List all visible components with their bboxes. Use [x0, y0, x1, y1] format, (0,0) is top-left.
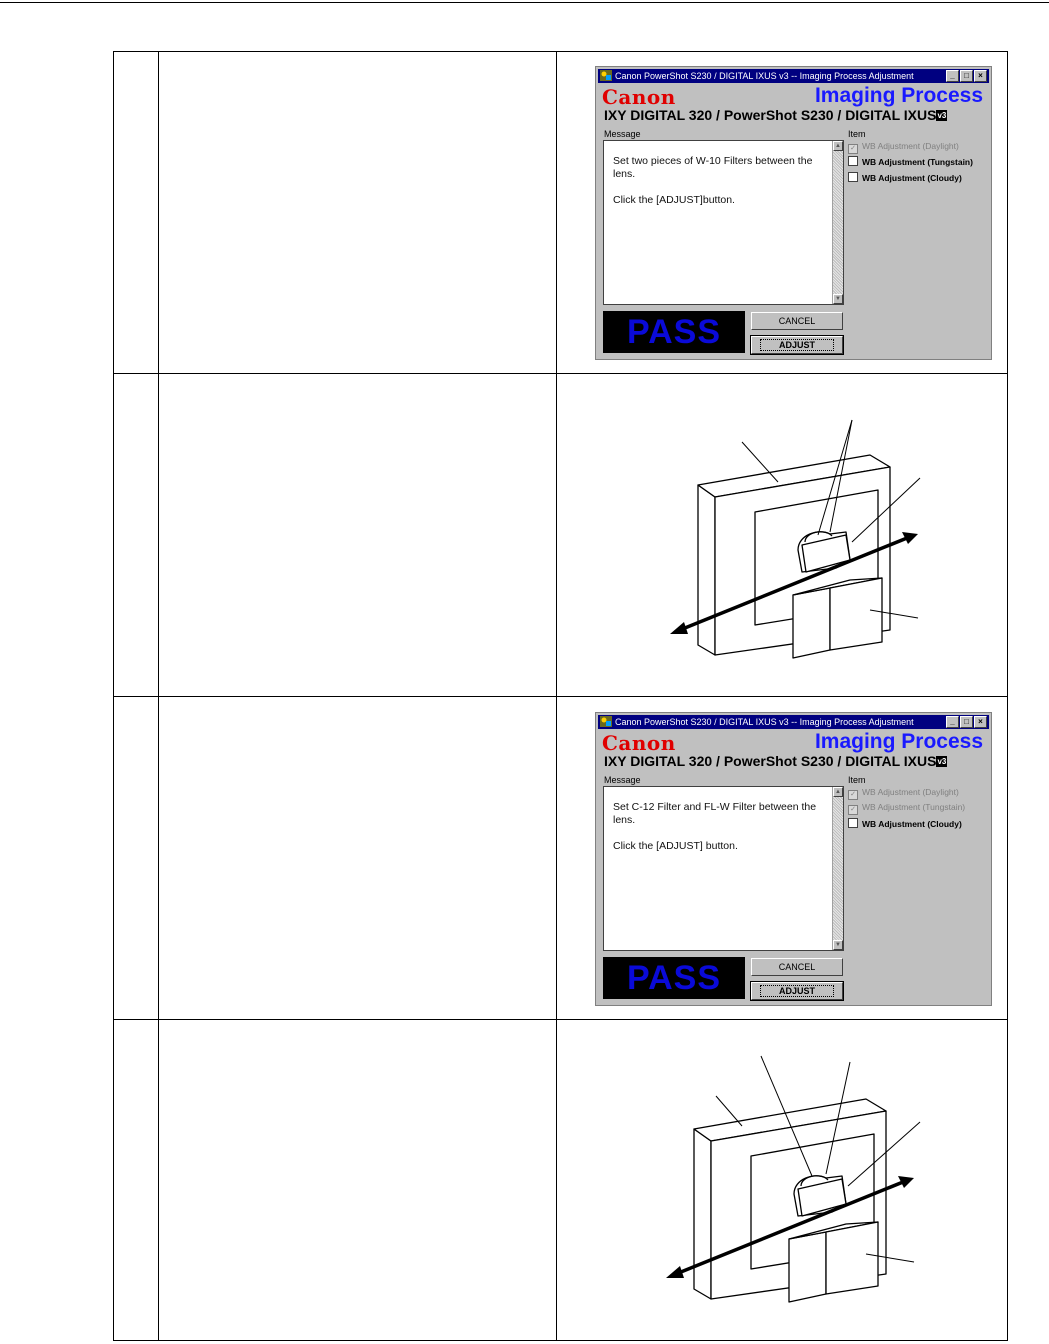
top-rule: [0, 2, 1049, 3]
close-button[interactable]: ×: [974, 70, 987, 82]
window-titlebar: [598, 69, 989, 83]
message-scrollbar[interactable]: [832, 141, 843, 304]
row-divider-1: [114, 373, 1007, 374]
adjust-button[interactable]: ADJUST: [751, 336, 843, 354]
status-display: PASS: [603, 957, 745, 999]
message-box[interactable]: [603, 140, 844, 305]
item-wb-tungstain[interactable]: WB Adjustment (Tungstain): [848, 156, 973, 167]
row-divider-2: [114, 696, 1007, 697]
item-label: Item: [848, 129, 866, 139]
maximize-button[interactable]: □: [960, 716, 973, 728]
scroll-down-icon[interactable]: ▼: [833, 940, 843, 950]
message-label: Message: [604, 775, 641, 785]
model-name: IXY DIGITAL 320 / PowerShot S230 / DIGITAL IXUSv3: [604, 107, 947, 123]
maximize-button[interactable]: □: [960, 70, 973, 82]
message-text: Set two pieces of W-10 Filters between the lens. Click the [ADJUST]button.: [613, 155, 813, 206]
scroll-up-icon[interactable]: ▲: [833, 787, 843, 797]
row-divider-3: [114, 1019, 1007, 1020]
app-icon: [600, 70, 612, 81]
app-icon: [600, 716, 612, 727]
item-wb-cloudy[interactable]: WB Adjustment (Cloudy): [848, 172, 962, 183]
status-display: PASS: [603, 311, 745, 353]
canon-logo: Canon: [602, 85, 676, 109]
checkbox-icon[interactable]: ✓: [848, 805, 858, 815]
checkbox-icon[interactable]: [848, 156, 858, 166]
window-titlebar: [598, 715, 989, 729]
checkbox-icon[interactable]: [848, 818, 858, 828]
app-heading: Imaging Process: [814, 84, 983, 107]
item-wb-daylight[interactable]: ✓ WB Adjustment (Daylight): [848, 141, 959, 154]
version-badge: v3: [937, 757, 947, 766]
minimize-button[interactable]: _: [946, 716, 959, 728]
item-wb-daylight[interactable]: ✓ WB Adjustment (Daylight): [848, 787, 959, 800]
close-button[interactable]: ×: [974, 716, 987, 728]
app-heading: Imaging Process: [814, 730, 983, 753]
message-text: Set C-12 Filter and FL-W Filter between the lens. Click the [ADJUST] button.: [613, 801, 817, 852]
window-title: Canon PowerShot S230 / DIGITAL IXUS v3 -- Imaging Process Adjustment: [615, 717, 914, 727]
message-box[interactable]: [603, 786, 844, 951]
minimize-button[interactable]: _: [946, 70, 959, 82]
cancel-button[interactable]: CANCEL: [751, 958, 843, 976]
scroll-down-icon[interactable]: ▼: [833, 294, 843, 304]
cancel-button[interactable]: CANCEL: [751, 312, 843, 330]
camera-setup-diagram: [658, 1052, 928, 1327]
item-wb-tungstain[interactable]: ✓ WB Adjustment (Tungstain): [848, 802, 965, 815]
imaging-process-window: [595, 712, 992, 1006]
message-label: Message: [604, 129, 641, 139]
imaging-process-window: [595, 66, 992, 360]
checkbox-icon[interactable]: ✓: [848, 790, 858, 800]
window-title: Canon PowerShot S230 / DIGITAL IXUS v3 -- Imaging Process Adjustment: [615, 71, 914, 81]
canon-logo: Canon: [602, 731, 676, 755]
version-badge: v3: [937, 111, 947, 120]
camera-setup-diagram: [660, 410, 930, 670]
item-wb-cloudy[interactable]: WB Adjustment (Cloudy): [848, 818, 962, 829]
adjust-button[interactable]: ADJUST: [751, 982, 843, 1000]
item-label: Item: [848, 775, 866, 785]
checkbox-icon[interactable]: [848, 172, 858, 182]
scroll-up-icon[interactable]: ▲: [833, 141, 843, 151]
model-name: IXY DIGITAL 320 / PowerShot S230 / DIGITAL IXUSv3: [604, 753, 947, 769]
checkbox-icon[interactable]: ✓: [848, 144, 858, 154]
message-scrollbar[interactable]: [832, 787, 843, 950]
